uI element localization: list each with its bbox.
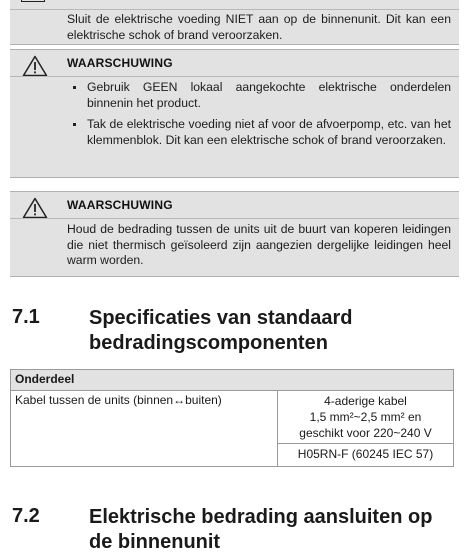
value-line: geschikt voor 220~240 V (299, 426, 432, 440)
value-line: 4-aderige kabel (324, 394, 407, 408)
section-number: 7.2 (12, 505, 40, 527)
table-cell-value: H05RN-F (60245 IEC 57) (278, 444, 454, 467)
bullet-text: Gebruik GEEN lokaal aangekochte elektrische onderdelen binnenin het product. (87, 80, 451, 110)
warning-body (67, 80, 451, 154)
warning-divider (10, 76, 459, 77)
warning-triangle-icon (22, 197, 48, 219)
top-note-header-row (10, 0, 459, 10)
bullet-text: Tak de elektrische voeding niet af voor de afvoerpomp, etc. van het klemmenblok. Dit kan een elektrische schok of brand veroorzaken. (87, 117, 451, 147)
warning-divider (10, 218, 459, 219)
table-cell-label: Kabel tussen de units (binnen↔buiten) (11, 391, 278, 467)
table-header-row (11, 370, 454, 391)
bullet-icon (73, 86, 76, 89)
warning-bullet-list (67, 80, 451, 148)
list-item (67, 80, 451, 111)
value-line: 1,5 mm²~2,5 mm² en (309, 410, 422, 424)
table-row (11, 391, 454, 444)
top-note-box (10, 0, 459, 45)
warning-triangle-icon (21, 0, 45, 2)
top-note-text: Sluit de elektrische voeding NIET aan op de binnenunit. Dit kan een elektrische schok of brand veroorzaken. (67, 12, 451, 42)
section-title: Specificaties van standaard bedradingscomponenten (89, 307, 353, 354)
warning-text: Houd de bedrading tussen de units uit de buurt van koperen leidingen die niet thermisch geïsoleerd zijn aangezien dergelijke leidingen heel warm worden. (67, 222, 451, 267)
section-number: 7.1 (12, 306, 40, 328)
warning-box-1 (10, 49, 459, 178)
warning-heading: WAARSCHUWING (67, 56, 173, 70)
list-item (67, 117, 451, 148)
warning-box-2 (10, 191, 459, 277)
wiring-spec-table (10, 369, 454, 467)
table-cell-value (278, 391, 454, 444)
warning-heading: WAARSCHUWING (67, 198, 173, 212)
bullet-icon (73, 123, 76, 126)
table-header-cell: Onderdeel (11, 370, 454, 391)
warning-triangle-icon (22, 55, 48, 77)
section-title: Elektrische bedrading aansluiten op de binnenunit (89, 506, 433, 553)
